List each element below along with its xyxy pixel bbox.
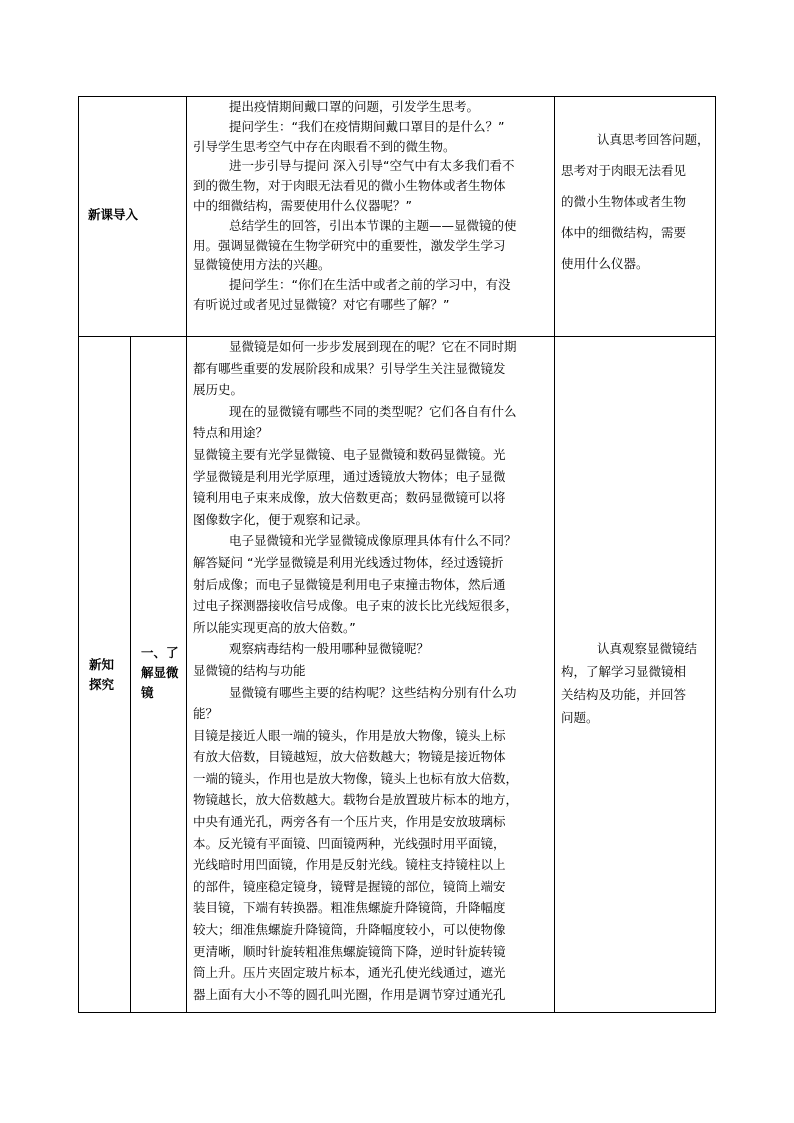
table-right-border <box>715 96 716 1013</box>
text-line: 现在的显微镜有哪些不同的类型呢？它们各自有什么 <box>229 403 517 419</box>
text-line: 中的细微结构，需要使用什么仪器呢？” <box>193 197 412 213</box>
text-line: 中央有通光孔，两旁各有一个压片夹，作用是安放玻璃标 <box>193 814 506 830</box>
text-line: 引导学生思考空气中存在肉眼看不到的微生物。 <box>193 138 456 154</box>
section-label: 新课导入 <box>88 207 139 222</box>
text-line: 到的微生物，对于肉眼无法看见的微小生物体或者生物体 <box>193 178 506 194</box>
row1-student-activity <box>555 124 715 279</box>
text-line: 提问学生：“你们在生活中或者之前的学习中，有没 <box>229 277 511 293</box>
subsection-label: 解显微 <box>141 665 179 680</box>
text-line: 构，了解学习显微镜相 <box>561 664 687 679</box>
text-line: 的微小生物体或者生物 <box>561 194 687 209</box>
subsection-label: 镜 <box>141 685 154 700</box>
text-line: 筒上升。压片夹固定玻片标本，通光孔使光线通过，遮光 <box>193 965 506 981</box>
text-line: 进一步引导与提问 深入引导“空气中有太多我们看不 <box>229 158 515 174</box>
text-line: 装目镜，下端有转换器。粗准焦螺旋升降镜筒，升降幅度 <box>193 900 506 916</box>
text-line: 显微镜是如何一步步发展到现在的呢？它在不同时期 <box>229 339 517 354</box>
text-line: 物镜越长，放大倍数越大。载物台是放置玻片标本的地方， <box>193 792 519 808</box>
text-line: 提出疫情期间戴口罩的问题，引发学生思考。 <box>229 99 480 114</box>
text-line: 本。反光镜有平面镜、凹面镜两种，光线强时用平面镜， <box>193 835 506 851</box>
text-line: 有听说过或者见过显微镜？对它有哪些了解？” <box>193 296 450 312</box>
text-line: 思考对于肉眼无法看见 <box>561 163 687 178</box>
text-line: 提问学生：“我们在疫情期间戴口罩目的是什么？” <box>229 118 505 134</box>
text-line: 使用什么仪器。 <box>561 256 649 271</box>
text-line: 所以能实现更高的放大倍数。” <box>193 619 356 635</box>
text-line: 能？ <box>193 706 219 722</box>
row2-teacher-activity <box>187 336 554 1005</box>
text-line: 光线暗时用凹面镜，作用是反射光线。镜柱支持镜柱以上 <box>193 857 506 873</box>
text-line: 镜利用电子束来成像，放大倍数更高；数码显微镜可以将 <box>193 490 506 506</box>
row1-teacher-activity <box>187 97 554 315</box>
text-line: 总结学生的回答，引出本节课的主题——显微镜的使 <box>229 217 517 233</box>
text-line: 射后成像；而电子显微镜是利用电子束撞击物体，然后通 <box>193 576 506 592</box>
text-line: 较大；细准焦螺旋升降镜筒，升降幅度较小，可以使物像 <box>193 922 506 938</box>
text-line: 体中的细微结构，需要 <box>561 225 687 240</box>
text-line: 目镜是接近人眼一端的镜头，作用是放大物像，镜头上标 <box>193 727 506 743</box>
section-label: 探究 <box>89 677 115 692</box>
text-line: 问题。 <box>561 710 599 725</box>
text-line: 认真思考回答问题， <box>597 132 710 147</box>
row1-label-cell <box>78 96 186 336</box>
text-line: 都有哪些重要的发展阶段和成果？引导学生关注显微镜发 <box>193 360 506 376</box>
text-line: 观察病毒结构一般用哪种显微镜呢？ <box>229 641 430 657</box>
text-line: 认真观察显微镜结 <box>597 641 698 656</box>
row2-label-cell <box>78 337 130 1012</box>
text-line: 解答疑问 “光学显微镜是利用光线透过物体，经过透镜折 <box>193 554 504 570</box>
text-line: 电子显微镜和光学显微镜成像原理具体有什么不同？ <box>229 533 517 549</box>
text-line: 用。强调显微镜在生物学研究中的重要性，激发学生学习 <box>193 237 506 253</box>
text-line: 展历史。 <box>193 382 244 398</box>
text-line: 显微镜有哪些主要的结构呢？这些结构分别有什么功 <box>229 684 517 700</box>
table-bottom-border <box>78 1012 716 1013</box>
text-line: 的部件，镜座稳定镜身，镜臂是握镜的部位，镜筒上端安 <box>193 878 506 894</box>
text-line: 过电子探测器接收信号成像。电子束的波长比光线短很多， <box>193 598 519 614</box>
text-line: 图像数字化，便于观察和记录。 <box>193 511 369 527</box>
row2-sublabel-cell <box>131 337 186 1012</box>
text-line: 有放大倍数，目镜越短，放大倍数越大；物镜是接近物体 <box>193 749 506 765</box>
text-line: 学显微镜是利用光学原理，通过透镜放大物体；电子显微 <box>193 468 506 484</box>
section-label: 新知 <box>89 657 115 672</box>
text-line: 显微镜的结构与功能 <box>193 662 306 678</box>
text-line: 特点和用途？ <box>193 425 269 441</box>
text-line: 关结构及功能，并回答 <box>561 687 687 702</box>
row2-student-activity <box>555 637 715 729</box>
subsection-label: 一、了 <box>141 645 179 660</box>
text-line: 一端的镜头，作用也是放大物像，镜头上也标有放大倍数， <box>193 770 519 786</box>
text-line: 显微镜主要有光学显微镜、电子显微镜和数码显微镜。光 <box>193 446 506 462</box>
text-line: 显微镜使用方法的兴趣。 <box>193 257 331 273</box>
text-line: 器上面有大小不等的圆孔叫光圈，作用是调节穿过通光孔 <box>193 986 506 1002</box>
text-line: 更清晰，顺时针旋转粗准焦螺旋镜筒下降，逆时针旋转镜 <box>193 943 506 959</box>
